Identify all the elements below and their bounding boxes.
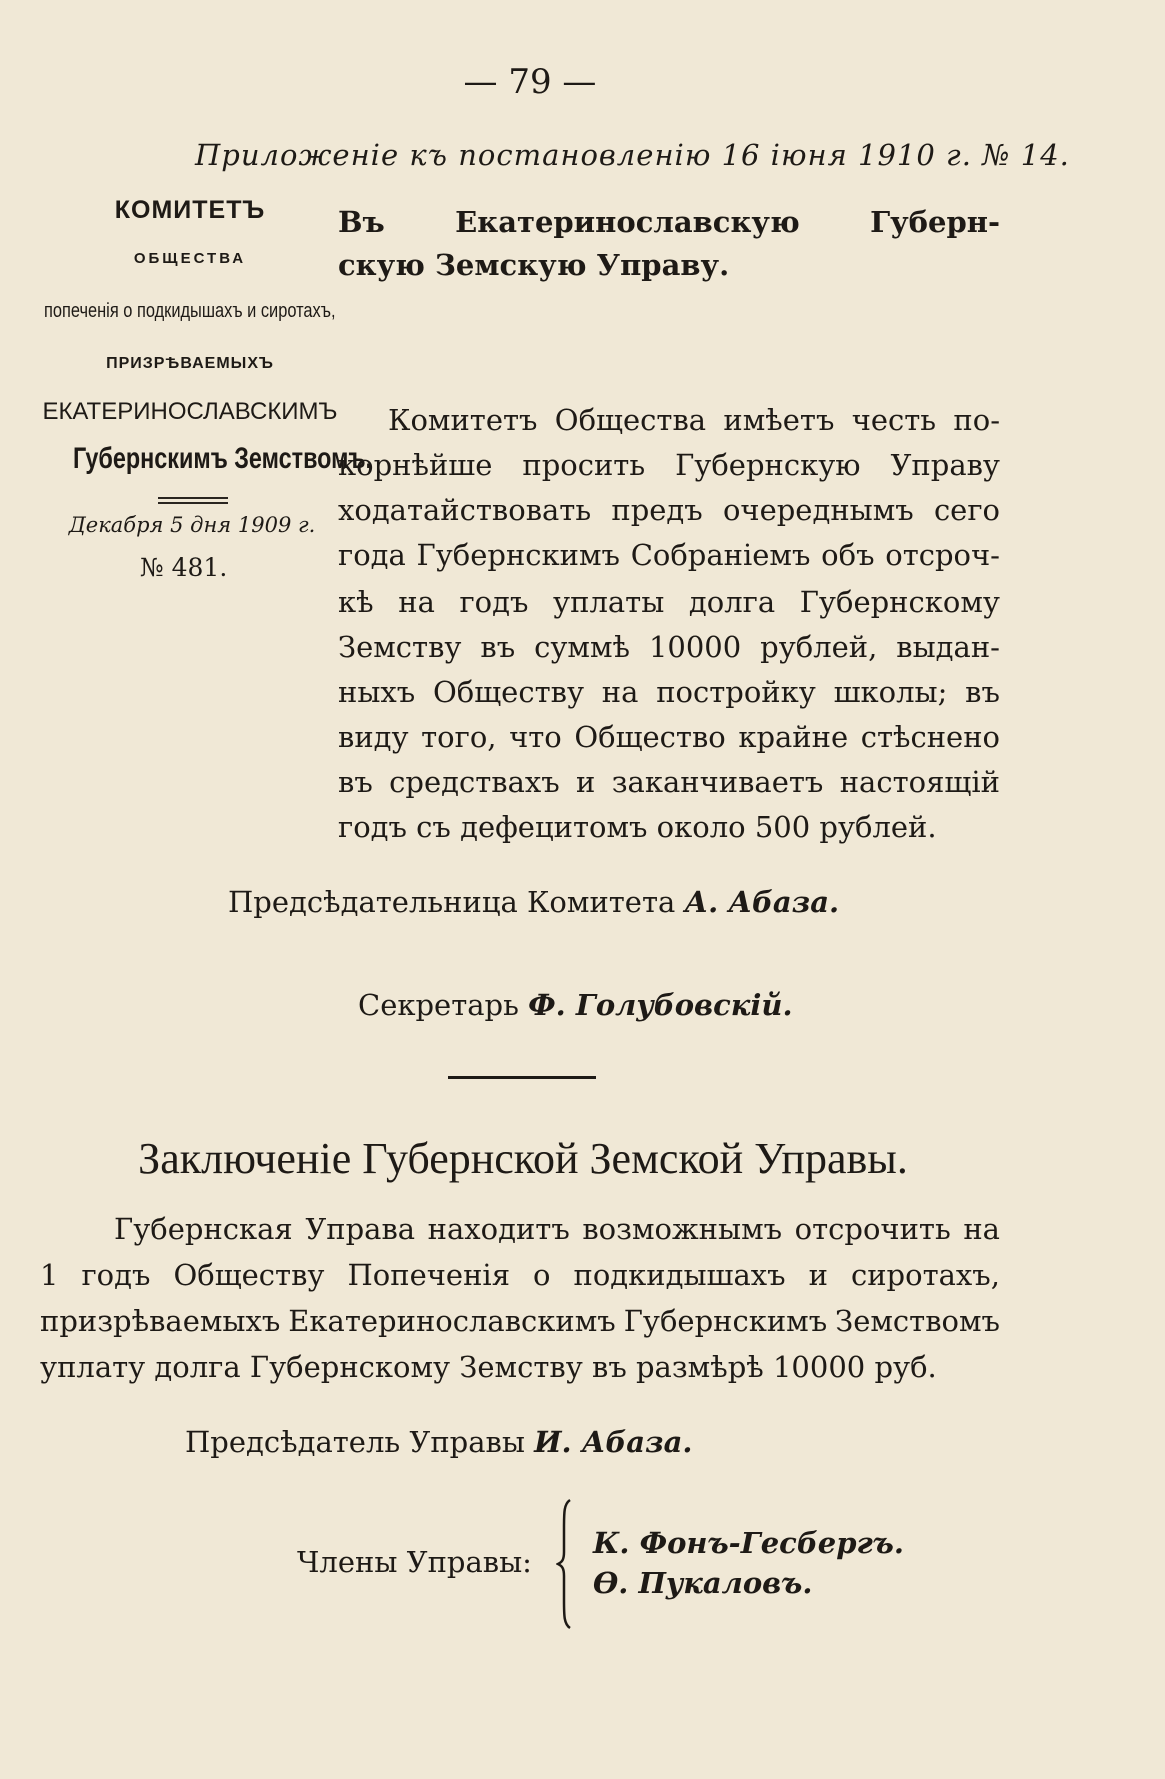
petition-line xyxy=(338,630,1000,664)
word: Губернскимъ xyxy=(623,1304,828,1338)
word: Екатеринославскимъ xyxy=(288,1304,616,1338)
chair-name: А. Абаза. xyxy=(684,885,840,919)
word: Екатеринославскую xyxy=(455,205,800,239)
stamp-rule xyxy=(158,502,228,504)
conclusion-line xyxy=(40,1304,1000,1338)
word: 10000 xyxy=(648,630,742,664)
word: въ xyxy=(338,765,373,799)
word: рублей, xyxy=(760,630,878,664)
chair-label: Предсѣдательница Комитета xyxy=(228,885,676,919)
secretary-name: Ф. Голубовскій. xyxy=(528,988,793,1022)
chairman-label: Предсѣдатель Управы xyxy=(185,1425,525,1459)
word: Губернскимъ xyxy=(416,538,620,572)
word: корнѣйше xyxy=(338,448,493,482)
word: Въ xyxy=(338,205,385,239)
word: стѣснено xyxy=(860,720,1000,754)
chair-signature xyxy=(228,885,839,919)
petition-line xyxy=(338,765,1000,799)
word: Общество xyxy=(574,720,726,754)
page-number: — 79 — xyxy=(463,62,597,102)
word: постройку xyxy=(656,675,816,709)
word: на xyxy=(963,1212,1000,1246)
word: заканчиваетъ xyxy=(611,765,824,799)
petition-line xyxy=(338,493,1000,527)
word: на xyxy=(398,585,435,619)
stamp-number: № 481. xyxy=(140,553,228,582)
secretary-signature xyxy=(358,988,793,1022)
word: школы; xyxy=(833,675,948,709)
word: Комитетъ xyxy=(388,403,538,437)
word: Губернскому xyxy=(799,585,1000,619)
word: очереднымъ xyxy=(722,493,914,527)
word: средствахъ xyxy=(389,765,560,799)
stamp-line-ekaterinoslav: ЕКАТЕРИНОСЛАВСКИМЪ xyxy=(42,398,338,425)
word: Губернскую xyxy=(675,448,861,482)
petition-line xyxy=(338,585,1000,619)
word: годъ xyxy=(459,585,529,619)
stamp-line-care: попеченія о подкидышахъ и сиротахъ, xyxy=(44,300,336,322)
addressee-line-2: скую Земскую Управу. xyxy=(338,248,730,282)
word: отсрочить xyxy=(794,1212,951,1246)
word: крайне xyxy=(738,720,849,754)
word: и xyxy=(808,1258,828,1292)
addressee-line-1 xyxy=(338,205,1000,239)
conclusion-line xyxy=(114,1212,1000,1246)
word: честь xyxy=(851,403,937,437)
word: Управу xyxy=(890,448,1000,482)
word: въ xyxy=(965,675,1000,709)
word: долга xyxy=(688,585,776,619)
chairman-name: И. Абаза. xyxy=(534,1425,693,1459)
word: Обществу xyxy=(173,1258,325,1292)
word: годъ xyxy=(81,1258,151,1292)
word: предъ xyxy=(611,493,703,527)
word: Собраніемъ xyxy=(630,538,811,572)
petition-line xyxy=(338,448,1000,482)
petition-line xyxy=(338,538,1000,572)
stamp-line-zemstvo: Губернскимъ Земствомъ. xyxy=(73,442,373,475)
secretary-label: Секретарь xyxy=(358,988,519,1022)
word: уплаты xyxy=(553,585,665,619)
conclusion-last-line: уплату долга Губернскому Земству въ размѣрѣ 10000 руб. xyxy=(40,1350,937,1384)
word: призрѣваемыхъ xyxy=(40,1304,281,1338)
section-divider xyxy=(448,1076,596,1079)
word: отсроч- xyxy=(885,538,1000,572)
petition-line xyxy=(388,403,1000,437)
word: ныхъ xyxy=(338,675,416,709)
word: того, xyxy=(421,720,497,754)
word: возможнымъ xyxy=(582,1212,783,1246)
members-label: Члены Управы: xyxy=(297,1545,532,1579)
chairman-signature xyxy=(185,1425,693,1459)
word: 1 xyxy=(40,1258,59,1292)
word: Земству xyxy=(338,630,462,664)
conclusion-line xyxy=(40,1258,1000,1292)
stamp-line-committee: КОМИТЕТЪ xyxy=(114,196,266,224)
word: Обществу xyxy=(432,675,585,709)
curly-brace-icon xyxy=(556,1498,576,1630)
word: находитъ xyxy=(427,1212,570,1246)
word: Губернская xyxy=(114,1212,293,1246)
word: объ xyxy=(821,538,875,572)
word: о xyxy=(533,1258,551,1292)
word: сего xyxy=(933,493,1000,527)
word: настоящій xyxy=(839,765,1000,799)
member-name: К. Фонъ-Гесбергъ. xyxy=(593,1526,904,1560)
word: подкидышахъ xyxy=(573,1258,786,1292)
word: Земствомъ xyxy=(835,1304,1000,1338)
petition-line xyxy=(338,675,1000,709)
word: имѣетъ xyxy=(723,403,835,437)
word: по- xyxy=(953,403,1000,437)
word: Общества xyxy=(554,403,707,437)
word: ходатайствовать xyxy=(338,493,592,527)
word: суммѣ xyxy=(534,630,631,664)
member-name: Ѳ. Пукаловъ. xyxy=(593,1566,813,1600)
stamp-line-supported: ПРИЗРѢВАЕМЫХЪ xyxy=(106,355,274,372)
word: Попеченія xyxy=(347,1258,510,1292)
word: Губерн- xyxy=(870,205,1000,239)
stamp-line-society: ОБЩЕСТВА xyxy=(133,250,247,267)
word: въ xyxy=(480,630,516,664)
petition-line xyxy=(338,720,1000,754)
word: что xyxy=(509,720,562,754)
stamp-rule xyxy=(158,497,228,499)
word: года xyxy=(338,538,406,572)
appendix-note: Приложеніе къ постановленію 16 іюня 1910 г. № 14. xyxy=(195,138,1070,172)
word: кѣ xyxy=(338,585,374,619)
word: просить xyxy=(522,448,646,482)
word: выдан- xyxy=(896,630,1000,664)
word: виду xyxy=(338,720,409,754)
conclusion-heading: Заключеніе Губернской Земской Управы. xyxy=(138,1134,908,1183)
word: и xyxy=(576,765,596,799)
petition-last-line: годъ съ дефецитомъ около 500 рублей. xyxy=(338,810,937,844)
word: Управа xyxy=(305,1212,416,1246)
word: на xyxy=(601,675,639,709)
word: сиротахъ, xyxy=(850,1258,1000,1292)
stamp-date: Декабря 5 дня 1909 г. xyxy=(68,513,316,537)
